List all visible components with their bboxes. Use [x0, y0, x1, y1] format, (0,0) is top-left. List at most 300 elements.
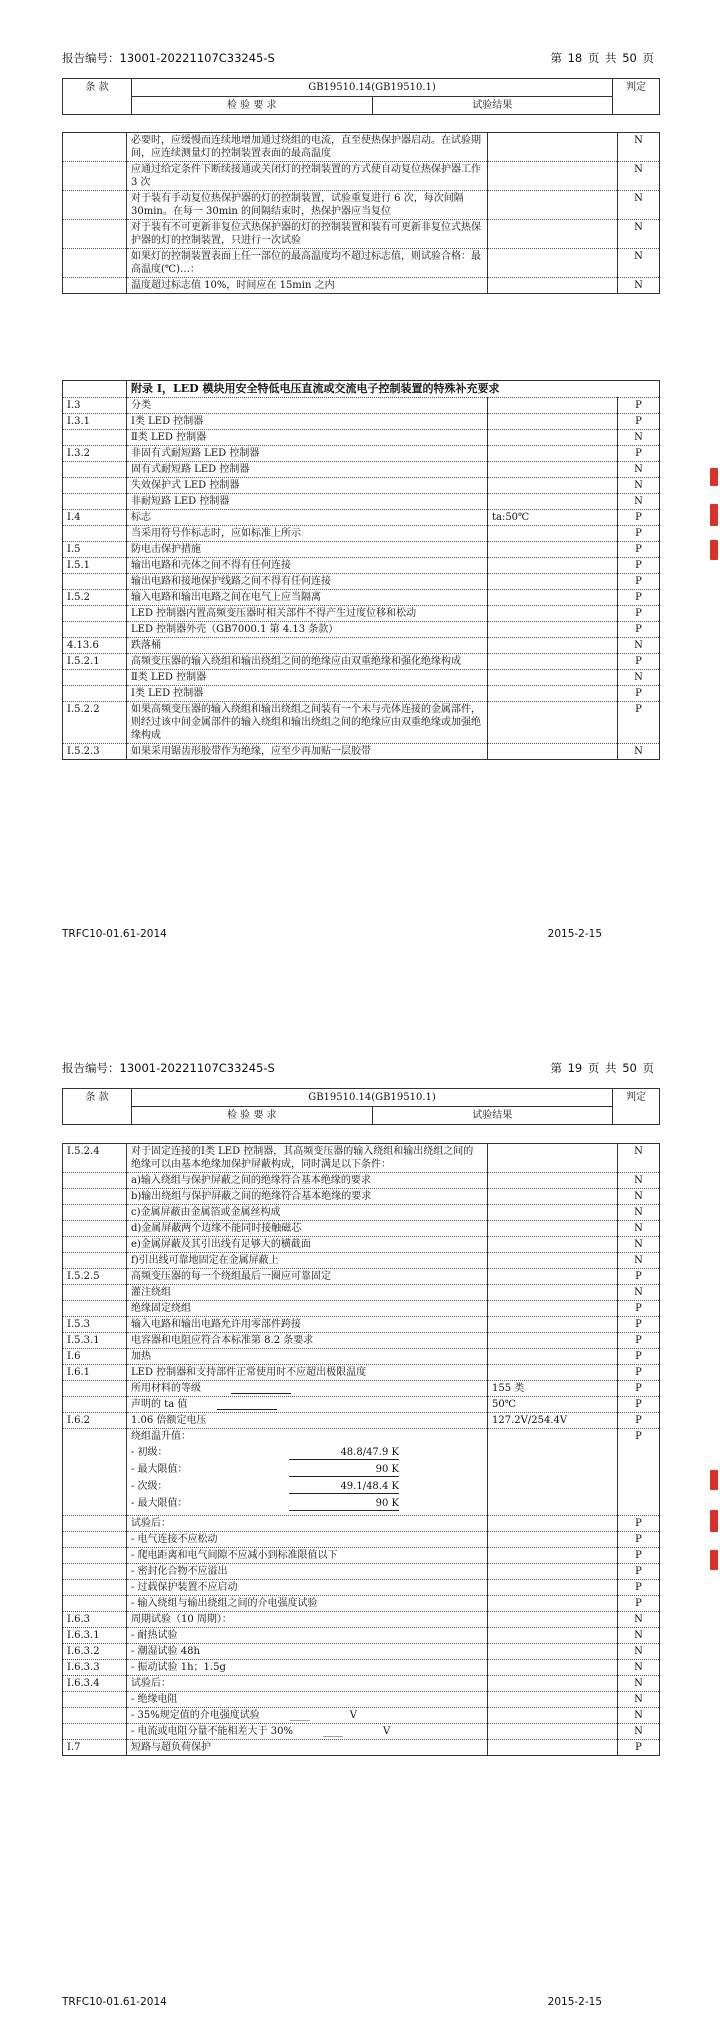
test-result: [488, 1740, 618, 1756]
table-row: [63, 638, 660, 654]
clause-number: I.6.3.1: [63, 1628, 127, 1644]
clause-number: [63, 1596, 127, 1612]
table-row: [63, 1189, 660, 1205]
col-clause-header: 条 款: [63, 79, 132, 115]
requirement-text: [127, 1612, 488, 1628]
requirement-label: - 潮湿试验 48h: [131, 1646, 200, 1657]
temperature-value: 48.8/47.9 K: [289, 1446, 399, 1460]
requirement-label: 如果高频变压器的输入绕组和输出绕组之间装有一个未与壳体连接的金属部件，则经过该中间金属部件的输入绕组和输出绕组之间的绝缘应由双重绝缘或加强绝缘构成: [131, 704, 481, 741]
requirement-label: 短路与超负荷保护: [131, 1742, 211, 1753]
clause-number: I.5: [63, 542, 127, 558]
clause-number: [63, 1724, 127, 1740]
test-result: [488, 1548, 618, 1564]
verdict: N: [618, 1237, 660, 1253]
test-result: [488, 278, 618, 294]
temperature-rise-block: [127, 1429, 488, 1516]
table-row: [63, 1628, 660, 1644]
table-row: [63, 162, 660, 191]
page-indicator: 第 18 页 共 50 页: [550, 51, 654, 65]
col-clause-header: 条 款: [63, 1089, 132, 1125]
requirement-text: [127, 1221, 488, 1237]
requirement-text: [127, 249, 488, 278]
temperature-value: 49.1/48.4 K: [289, 1480, 399, 1494]
requirement-text: [127, 542, 488, 558]
verdict: N: [618, 1144, 660, 1173]
clause-number: [63, 1548, 127, 1564]
test-result: [488, 1676, 618, 1692]
col-result-header: 试验结果: [372, 1107, 613, 1125]
table-row: [63, 702, 660, 744]
verdict: P: [618, 1349, 660, 1365]
requirement-text: [127, 686, 488, 702]
table-row: [63, 1253, 660, 1269]
requirement-text: [127, 1189, 488, 1205]
verdict: N: [618, 1173, 660, 1189]
clause-number: 4.13.6: [63, 638, 127, 654]
requirement-text: [127, 1237, 488, 1253]
temperature-item: [131, 1463, 483, 1477]
requirement-label: 失效保护式 LED 控制器: [131, 480, 240, 491]
clause-number: I.5.2.4: [63, 1144, 127, 1173]
clause-number: I.5.3: [63, 1317, 127, 1333]
table-row: [63, 1317, 660, 1333]
temperature-label: - 次级：: [131, 1481, 168, 1492]
table-row: [63, 1365, 660, 1381]
requirement-label: LED 控制器内置高频变压器时相关部件不得产生过度位移和松动: [131, 608, 417, 619]
test-result: [487, 686, 617, 702]
requirement-text: [127, 462, 488, 478]
requirement-label: 必要时，应缓慢而连续地增加通过绕组的电流，直至使热保护器启动。在试验期间，应连续测量灯的控制装置表面的最高温度: [131, 135, 481, 159]
table-row: [63, 526, 660, 542]
clause-number: [63, 1301, 127, 1317]
table-row: [63, 1612, 660, 1628]
temperature-item: [131, 1480, 483, 1494]
table-row: [63, 446, 660, 462]
test-result: [488, 1564, 618, 1580]
clause-number: [63, 1692, 127, 1708]
test-result: [488, 1692, 618, 1708]
verdict: P: [617, 542, 659, 558]
requirement-text: [127, 1333, 488, 1349]
temperature-value: 90 K: [289, 1463, 399, 1477]
requirement-text: [127, 1676, 488, 1692]
verdict: N: [618, 249, 660, 278]
test-result: [487, 654, 617, 670]
temperature-rise-heading: 绕组温升值：: [131, 1431, 191, 1442]
clause-number: [63, 1285, 127, 1301]
table-row: [63, 1516, 660, 1532]
table-row: [63, 1596, 660, 1612]
requirement-text: [127, 1596, 488, 1612]
requirement-text: [127, 1708, 488, 1724]
clause-number: I.4: [63, 510, 127, 526]
test-result: [488, 1580, 618, 1596]
clause-number: [63, 1173, 127, 1189]
standard-label: GB19510.14(GB19510.1): [132, 79, 613, 97]
table-row: [63, 1173, 660, 1189]
requirement-text: [127, 1301, 488, 1317]
clause-number: [63, 1397, 127, 1413]
table-row: [63, 1692, 660, 1708]
requirement-label: 当采用符号作标志时，应如标准上所示: [131, 528, 301, 539]
table-row: [63, 1532, 660, 1548]
verdict: N: [618, 1221, 660, 1237]
requirement-text: [127, 510, 488, 526]
report-number: 报告编号：13001-20221107C33245-S: [62, 1061, 275, 1075]
test-result: [488, 1285, 618, 1301]
requirement-text: [127, 1317, 488, 1333]
table-row: [63, 622, 660, 638]
requirement-text: [127, 133, 488, 162]
table-row: [63, 133, 660, 162]
requirement-label: Ⅱ类 LED 控制器: [131, 672, 207, 683]
table-row: [63, 1333, 660, 1349]
clause-number: I.6.3: [63, 1612, 127, 1628]
test-result: [488, 1333, 618, 1349]
clause-number: [63, 1205, 127, 1221]
table-row: [63, 1301, 660, 1317]
test-result: [487, 430, 617, 446]
clause-number: I.3.1: [63, 414, 127, 430]
table-row: [63, 606, 660, 622]
requirement-text: [127, 526, 488, 542]
clause-number: I.5.2.1: [63, 654, 127, 670]
table-row: [63, 574, 660, 590]
verdict: P: [617, 510, 659, 526]
test-result: [487, 590, 617, 606]
table-row: [63, 1349, 660, 1365]
col-req-header: 检 验 要 求: [132, 97, 373, 115]
requirement-text: [127, 1349, 488, 1365]
table-row: [63, 1413, 660, 1429]
verdict: N: [618, 1253, 660, 1269]
test-result: [487, 478, 617, 494]
verdict: N: [618, 1628, 660, 1644]
table-row: [63, 278, 660, 294]
red-margin-mark: [710, 1470, 718, 1490]
test-result: [488, 1317, 618, 1333]
requirement-label: f)引出线可靠地固定在金属屏蔽上: [131, 1255, 279, 1266]
table-header: [62, 78, 660, 115]
test-result: [488, 1596, 618, 1612]
verdict: P: [617, 702, 659, 744]
requirement-text: [127, 744, 488, 760]
table-row: [63, 1580, 660, 1596]
clause-number: I.3: [63, 398, 127, 414]
test-result: [488, 1708, 618, 1724]
requirement-text: [127, 1269, 488, 1285]
requirement-label: 对于装有不可更新非复位式热保护器的灯的控制装置和装有可更新非复位式热保护器的灯的控制装置，只进行一次试验: [131, 222, 481, 246]
test-result: 155 类: [488, 1381, 618, 1397]
table-row: [63, 670, 660, 686]
requirement-label: 输入电路和输出电路之间在电气上应当隔离: [131, 592, 321, 603]
requirement-text: [127, 430, 488, 446]
clause-number: [63, 574, 127, 590]
table-row: [63, 1676, 660, 1692]
verdict: P: [618, 1365, 660, 1381]
clause-number: [63, 494, 127, 510]
requirement-label: 灌注绕组: [131, 1287, 171, 1298]
temperature-label: - 初级：: [131, 1447, 168, 1458]
requirement-text: [127, 1381, 488, 1397]
requirement-text: [127, 1516, 488, 1532]
table-row: [63, 1660, 660, 1676]
requirement-text: [127, 398, 488, 414]
table-row: [63, 1237, 660, 1253]
page-indicator: 第 19 页 共 50 页: [550, 1061, 654, 1075]
temperature-item: [131, 1446, 483, 1460]
requirement-text: [127, 1644, 488, 1660]
requirement-label: Ⅰ类 LED 控制器: [131, 416, 204, 427]
table-row: [63, 1144, 660, 1173]
requirement-text: [127, 606, 488, 622]
clause-number: I.6.3.4: [63, 1676, 127, 1692]
test-result: 127.2V/254.4V: [488, 1413, 618, 1429]
test-result: [488, 1628, 618, 1644]
table-row: [63, 1269, 660, 1285]
requirement-label: 温度超过标志值 10%，时间应在 15min 之内: [131, 280, 335, 291]
requirement-text: [127, 162, 488, 191]
requirement-label: LED 控制器外壳（GB7000.1 第 4.13 条款）: [131, 624, 339, 635]
test-result: [487, 414, 617, 430]
verdict: P: [617, 686, 659, 702]
test-result: [487, 462, 617, 478]
clause-number: [63, 670, 127, 686]
requirement-text: [127, 220, 488, 249]
requirement-label: 非耐短路 LED 控制器: [131, 496, 230, 507]
requirement-text: [127, 670, 488, 686]
blank-fill-line: ____: [289, 1710, 310, 1721]
test-result: [488, 133, 618, 162]
test-result: [488, 1612, 618, 1628]
verdict: P: [618, 1740, 660, 1756]
verdict: P: [618, 1429, 660, 1516]
requirement-text: [127, 638, 488, 654]
verdict: P: [618, 1317, 660, 1333]
verdict: N: [618, 1612, 660, 1628]
requirement-label: LED 控制器和支持部件正常使用时不应超出极限温度: [131, 1367, 367, 1378]
requirement-text: [127, 414, 488, 430]
verdict: N: [617, 478, 659, 494]
verdict: P: [617, 590, 659, 606]
test-result: [488, 191, 618, 220]
test-result: [488, 1532, 618, 1548]
clause-number: [63, 191, 127, 220]
test-result: [488, 1221, 618, 1237]
form-date: 2015-2-15: [547, 928, 602, 940]
verdict: N: [618, 1644, 660, 1660]
verdict: N: [618, 1205, 660, 1221]
verdict: P: [618, 1564, 660, 1580]
clause-number: [63, 278, 127, 294]
verdict: P: [617, 526, 659, 542]
requirement-label: 高频变压器的输入绕组和输出绕组之间的绝缘应由双重绝缘和强化绝缘构成: [131, 656, 461, 667]
test-result: [487, 622, 617, 638]
clause-number: [63, 249, 127, 278]
verdict: P: [617, 574, 659, 590]
requirement-label: 周期试验（10 周期）：: [131, 1614, 232, 1625]
table-row: [63, 558, 660, 574]
table-row: [63, 686, 660, 702]
col-result-header: 试验结果: [372, 97, 613, 115]
requirement-text: [127, 1173, 488, 1189]
verdict: N: [617, 462, 659, 478]
table-row: [63, 1381, 660, 1397]
test-result: [488, 1189, 618, 1205]
clause-number: I.6.2: [63, 1413, 127, 1429]
test-result: [488, 1269, 618, 1285]
test-result: [488, 1429, 618, 1516]
requirement-label: - 过载保护装置不应启动: [131, 1582, 238, 1593]
requirement-label: 所用材料的等级: [131, 1383, 201, 1394]
test-result: [488, 1144, 618, 1173]
clause-number: [63, 220, 127, 249]
table-row: [63, 478, 660, 494]
requirement-label: a)输入绕组与保护屏蔽之间的绝缘符合基本绝缘的要求: [131, 1175, 371, 1186]
verdict: N: [618, 191, 660, 220]
clause-number: [63, 1516, 127, 1532]
requirement-text: [127, 1397, 488, 1413]
requirement-text: [127, 446, 488, 462]
verdict: P: [618, 1301, 660, 1317]
requirement-label: 对于固定连接的Ⅰ类 LED 控制器，其高频变压器的输入绕组和输出绕组之间的绝缘可以由基本绝缘加保护屏蔽构成，同时满足以下条件：: [131, 1146, 474, 1170]
requirement-text: [127, 654, 488, 670]
clause-number: [63, 1429, 127, 1516]
requirement-label: 输出电路和壳体之间不得有任何连接: [131, 560, 291, 571]
temperature-label: - 最大限值：: [131, 1464, 188, 1475]
requirement-text: [127, 558, 488, 574]
verdict: P: [617, 654, 659, 670]
clause-number: I.6.3.2: [63, 1644, 127, 1660]
requirement-text: [127, 1253, 488, 1269]
clause-number: [63, 1253, 127, 1269]
verdict: N: [618, 220, 660, 249]
table-row: [63, 1285, 660, 1301]
verdict: P: [618, 1516, 660, 1532]
requirement-text: [127, 278, 488, 294]
verdict: N: [617, 430, 659, 446]
test-result: [488, 220, 618, 249]
requirement-text: [127, 1285, 488, 1301]
requirement-label: - 电流或电阻分量不能相差大于 30%: [131, 1726, 293, 1737]
test-result: [488, 1644, 618, 1660]
table-row: [63, 1724, 660, 1740]
requirement-label: 非固有式耐短路 LED 控制器: [131, 448, 260, 459]
requirement-label: e)金属屏蔽及其引出线有足够大的横截面: [131, 1239, 311, 1250]
clause-number: I.5.2.2: [63, 702, 127, 744]
clause-number: [63, 478, 127, 494]
test-result: [488, 162, 618, 191]
test-result: 50℃: [488, 1397, 618, 1413]
table-row: [63, 654, 660, 670]
table-row: [63, 1740, 660, 1756]
clause-number: [63, 1564, 127, 1580]
table-row: [63, 414, 660, 430]
clause-number: [63, 1381, 127, 1397]
clause-number: [63, 526, 127, 542]
verdict: N: [618, 1676, 660, 1692]
verdict: P: [617, 558, 659, 574]
requirement-text: [127, 1205, 488, 1221]
requirement-text: [127, 1144, 488, 1173]
requirement-text: [127, 1580, 488, 1596]
report-page-19: [0, 1010, 720, 2036]
requirement-label: - 密封化合物不应溢出: [131, 1566, 228, 1577]
verdict: P: [618, 1381, 660, 1397]
blank-fill-line: ____: [322, 1726, 343, 1737]
test-result: [487, 398, 617, 414]
requirement-label: - 35%规定值的介电强度试验: [131, 1710, 260, 1721]
clause-number: [63, 606, 127, 622]
verdict: N: [618, 1189, 660, 1205]
clause-number: I.7: [63, 1740, 127, 1756]
test-result: [487, 526, 617, 542]
report-page-18: [0, 0, 720, 1010]
test-result: [487, 494, 617, 510]
verdict: P: [617, 414, 659, 430]
clause-number: [63, 686, 127, 702]
requirement-label: d)金属屏蔽两个边缘不能同时接触磁芯: [131, 1223, 302, 1234]
requirement-text: [127, 1628, 488, 1644]
table-row: [63, 430, 660, 446]
verdict: N: [618, 1708, 660, 1724]
table-row: [63, 462, 660, 478]
red-margin-mark: [710, 1550, 718, 1570]
verdict: P: [617, 606, 659, 622]
requirement-label: 如果采用锯齿形胶带作为绝缘，应至少再加贴一层胶带: [131, 746, 371, 757]
test-result: [488, 1349, 618, 1365]
clause-number: I.6: [63, 1349, 127, 1365]
verdict: N: [617, 670, 659, 686]
requirement-text: [127, 1413, 488, 1429]
annex-i-table-continued: [62, 1143, 660, 1756]
requirement-text: [127, 574, 488, 590]
col-req-header: 检 验 要 求: [132, 1107, 373, 1125]
table-row: [63, 1564, 660, 1580]
temperature-rise-row: [63, 1429, 660, 1516]
clause-number: I.5.3.1: [63, 1333, 127, 1349]
test-result: [487, 446, 617, 462]
verdict: P: [618, 1397, 660, 1413]
requirement-label: - 绝缘电阻: [131, 1694, 178, 1705]
table-row: [63, 249, 660, 278]
table-row: [63, 542, 660, 558]
verdict: P: [617, 622, 659, 638]
red-margin-mark: [710, 504, 718, 526]
clause-number: I.3.2: [63, 446, 127, 462]
temperature-label: - 最大限值：: [131, 1498, 188, 1509]
blank-fill-line: [217, 1399, 277, 1410]
report-number: 报告编号：13001-20221107C33245-S: [62, 51, 275, 65]
verdict: N: [617, 638, 659, 654]
verdict: N: [618, 1692, 660, 1708]
requirement-label: 对于装有手动复位热保护器的灯的控制装置，试验重复进行 6 次，每次间隔 30min。在每一 30min 的间隔结束时，热保护器应当复位: [131, 193, 464, 217]
verdict: P: [618, 1413, 660, 1429]
clause-number: I.5.2.5: [63, 1269, 127, 1285]
requirement-label: Ⅰ类 LED 控制器: [131, 688, 204, 699]
blank-fill-line: [231, 1383, 291, 1394]
table-row: [63, 1221, 660, 1237]
test-result: [488, 1237, 618, 1253]
requirement-text: [127, 1532, 488, 1548]
requirement-label: 试验后：: [131, 1518, 171, 1529]
red-margin-mark: [710, 1510, 718, 1532]
test-result: [487, 558, 617, 574]
verdict: N: [618, 278, 660, 294]
requirement-label: c)金属屏蔽由金属箔或金属丝构成: [131, 1207, 281, 1218]
clause-number: [63, 622, 127, 638]
clause-number: [63, 430, 127, 446]
